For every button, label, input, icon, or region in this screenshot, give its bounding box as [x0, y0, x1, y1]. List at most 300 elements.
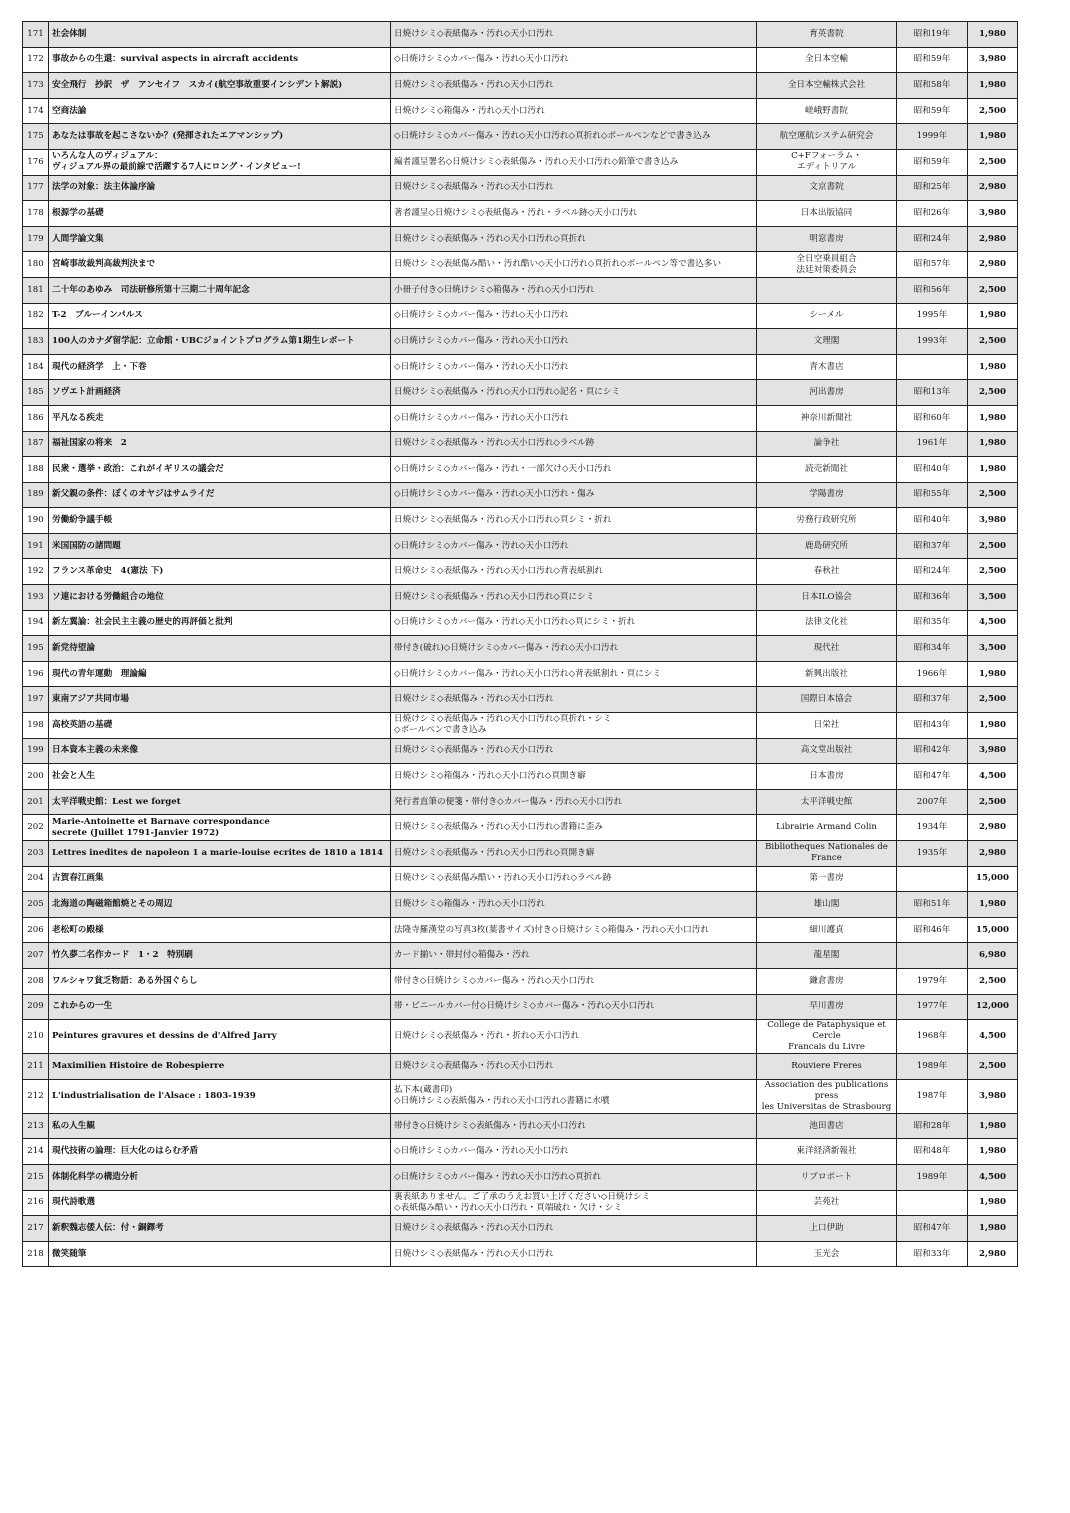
- book-title: 空商法論: [49, 98, 391, 124]
- condition-notes: 日焼けシミ◇表紙傷み・汚れ◇天小口汚れ◇頁にシミ: [391, 585, 757, 611]
- book-title: 太平洋戦史館：Lest we forget: [49, 789, 391, 815]
- item-number: 173: [23, 73, 49, 99]
- condition-notes: ◇日焼けシミ◇カバー傷み・汚れ◇天小口汚れ: [391, 329, 757, 355]
- price: 2,500: [968, 533, 1018, 559]
- publisher: 読売新聞社: [757, 457, 897, 483]
- publisher: 早川書房: [757, 994, 897, 1020]
- table-row: [23, 943, 1018, 969]
- publication-year: 昭和59年: [897, 47, 968, 73]
- item-number: 181: [23, 277, 49, 303]
- price: 3,980: [968, 201, 1018, 227]
- table-row: [23, 1079, 1018, 1113]
- book-title: これからの一生: [49, 994, 391, 1020]
- publisher: 鎌倉書房: [757, 968, 897, 994]
- publisher: 航空運航システム研究会: [757, 124, 897, 150]
- book-title: 私の人生観: [49, 1113, 391, 1139]
- condition-notes: 裏表紙ありません。ご了承のうえお買い上げください◇日焼けシミ ◇表紙傷み酷い・汚れ◇天小口汚れ・頁端破れ・欠け・シミ: [391, 1190, 757, 1216]
- publication-year: 昭和47年: [897, 764, 968, 790]
- item-number: 197: [23, 687, 49, 713]
- publication-year: 昭和40年: [897, 508, 968, 534]
- item-number: 212: [23, 1079, 49, 1113]
- price: 2,500: [968, 789, 1018, 815]
- item-number: 171: [23, 22, 49, 48]
- book-title: 体制化科学の構造分析: [49, 1164, 391, 1190]
- publication-year: 昭和59年: [897, 149, 968, 175]
- publication-year: 昭和28年: [897, 1113, 968, 1139]
- price: 3,980: [968, 1079, 1018, 1113]
- price: 15,000: [968, 917, 1018, 943]
- book-title: 東南アジア共同市場: [49, 687, 391, 713]
- price: 2,500: [968, 482, 1018, 508]
- price: 2,500: [968, 149, 1018, 175]
- table-row: [23, 866, 1018, 892]
- table-row: [23, 431, 1018, 457]
- book-title: 北海道の陶磁箱館焼とその周辺: [49, 892, 391, 918]
- publication-year: 1961年: [897, 431, 968, 457]
- publisher: 鹿島研究所: [757, 533, 897, 559]
- item-number: 177: [23, 175, 49, 201]
- publisher: Bibliotheques Nationales de France: [757, 841, 897, 867]
- condition-notes: 日焼けシミ◇表紙傷み・汚れ◇天小口汚れ◇頁開き癖: [391, 841, 757, 867]
- publication-year: 昭和26年: [897, 201, 968, 227]
- book-title: 100人のカナダ留学記：立命館・UBCジョイントプログラム第1期生レポート: [49, 329, 391, 355]
- book-title: 民衆・選挙・政治：これがイギリスの議会だ: [49, 457, 391, 483]
- publication-year: 昭和34年: [897, 636, 968, 662]
- price: 2,980: [968, 226, 1018, 252]
- condition-notes: 日焼けシミ◇表紙傷み・汚れ◇天小口汚れ: [391, 687, 757, 713]
- table-row: [23, 124, 1018, 150]
- item-number: 206: [23, 917, 49, 943]
- condition-notes: ◇日焼けシミ◇カバー傷み・汚れ◇天小口汚れ: [391, 533, 757, 559]
- publication-year: 昭和36年: [897, 585, 968, 611]
- item-number: 213: [23, 1113, 49, 1139]
- publisher: 労務行政研究所: [757, 508, 897, 534]
- table-row: [23, 610, 1018, 636]
- table-row: [23, 22, 1018, 48]
- book-title: フランス革命史 4(憲法 下): [49, 559, 391, 585]
- table-row: [23, 1190, 1018, 1216]
- publication-year: 1935年: [897, 841, 968, 867]
- condition-notes: 日焼けシミ◇箱傷み・汚れ◇天小口汚れ: [391, 98, 757, 124]
- condition-notes: ◇日焼けシミ◇カバー傷み・汚れ◇天小口汚れ: [391, 47, 757, 73]
- book-title: 竹久夢二名作カード 1・2 特別刷: [49, 943, 391, 969]
- item-number: 214: [23, 1139, 49, 1165]
- condition-notes: 小冊子付き◇日焼けシミ◇箱傷み・汚れ◇天小口汚れ: [391, 277, 757, 303]
- condition-notes: 帯付き◇日焼けシミ◇カバー傷み・汚れ◇天小口汚れ: [391, 968, 757, 994]
- table-row: [23, 687, 1018, 713]
- table-row: [23, 329, 1018, 355]
- item-number: 191: [23, 533, 49, 559]
- publication-year: 昭和24年: [897, 559, 968, 585]
- item-number: 199: [23, 738, 49, 764]
- price: 2,500: [968, 277, 1018, 303]
- book-list-table: [22, 21, 1018, 1267]
- table-row: [23, 815, 1018, 841]
- price: 2,500: [968, 1054, 1018, 1080]
- publisher: リブロポート: [757, 1164, 897, 1190]
- book-title: 福祉国家の将来 2: [49, 431, 391, 457]
- table-row: [23, 405, 1018, 431]
- publication-year: 1987年: [897, 1079, 968, 1113]
- condition-notes: 日焼けシミ◇表紙傷み・汚れ◇天小口汚れ: [391, 1241, 757, 1267]
- publisher: 第一書房: [757, 866, 897, 892]
- book-title: 老松町の殿様: [49, 917, 391, 943]
- table-row: [23, 764, 1018, 790]
- publication-year: 1977年: [897, 994, 968, 1020]
- publication-year: 昭和51年: [897, 892, 968, 918]
- table-row: [23, 789, 1018, 815]
- table-row: [23, 661, 1018, 687]
- publisher: 日栄社: [757, 713, 897, 739]
- condition-notes: 法隆寺羅漢堂の写真3枚(葉書サイズ)付き◇日焼けシミ◇箱傷み・汚れ◇天小口汚れ: [391, 917, 757, 943]
- publisher: Association des publications press les Universitas de Strasbourg: [757, 1079, 897, 1113]
- publication-year: 1979年: [897, 968, 968, 994]
- table-row: [23, 1164, 1018, 1190]
- publisher: 東洋経済新報社: [757, 1139, 897, 1165]
- publisher: 全日空乗員組合 法廷対策委員会: [757, 252, 897, 278]
- price: 1,980: [968, 713, 1018, 739]
- item-number: 208: [23, 968, 49, 994]
- price: 2,500: [968, 98, 1018, 124]
- item-number: 179: [23, 226, 49, 252]
- book-title: 新左翼論：社会民主主義の歴史的再評価と批判: [49, 610, 391, 636]
- condition-notes: ◇日焼けシミ◇カバー傷み・汚れ◇天小口汚れ: [391, 405, 757, 431]
- item-number: 192: [23, 559, 49, 585]
- item-number: 198: [23, 713, 49, 739]
- publication-year: 1966年: [897, 661, 968, 687]
- book-title: あなたは事故を起こさないか？(発揮されたエアマンシップ): [49, 124, 391, 150]
- condition-notes: 帯付き◇日焼けシミ◇表紙傷み・汚れ◇天小口汚れ: [391, 1113, 757, 1139]
- condition-notes: 帯・ビニールカバー付◇日焼けシミ◇カバー傷み・汚れ◇天小口汚れ: [391, 994, 757, 1020]
- publisher: 論争社: [757, 431, 897, 457]
- publisher: [757, 277, 897, 303]
- publication-year: 昭和42年: [897, 738, 968, 764]
- publication-year: 昭和37年: [897, 533, 968, 559]
- condition-notes: 帯付き(破れ)◇日焼けシミ◇カバー傷み・汚れ◇天小口汚れ: [391, 636, 757, 662]
- book-title: 現代の経済学 上・下巻: [49, 354, 391, 380]
- condition-notes: 日焼けシミ◇表紙傷み・汚れ◇天小口汚れ: [391, 175, 757, 201]
- item-number: 183: [23, 329, 49, 355]
- price: 1,980: [968, 1139, 1018, 1165]
- price: 2,980: [968, 252, 1018, 278]
- publisher: 河出書房: [757, 380, 897, 406]
- publisher: 国際日本協会: [757, 687, 897, 713]
- book-title: 微笑随筆: [49, 1241, 391, 1267]
- book-title: Maximilien Histoire de Robespierre: [49, 1054, 391, 1080]
- condition-notes: カード揃い・帯封付◇箱傷み・汚れ: [391, 943, 757, 969]
- table-row: [23, 636, 1018, 662]
- publication-year: 昭和40年: [897, 457, 968, 483]
- publisher: 太平洋戦史館: [757, 789, 897, 815]
- publisher: 日本出版協同: [757, 201, 897, 227]
- price: 1,980: [968, 457, 1018, 483]
- condition-notes: 日焼けシミ◇表紙傷み・汚れ◇天小口汚れ: [391, 22, 757, 48]
- publication-year: [897, 354, 968, 380]
- book-title: ソ連における労働組合の地位: [49, 585, 391, 611]
- price: 2,500: [968, 687, 1018, 713]
- item-number: 195: [23, 636, 49, 662]
- item-number: 202: [23, 815, 49, 841]
- condition-notes: 日焼けシミ◇表紙傷み・汚れ◇天小口汚れ: [391, 738, 757, 764]
- price: 1,980: [968, 892, 1018, 918]
- table-row: [23, 201, 1018, 227]
- item-number: 187: [23, 431, 49, 457]
- price: 1,980: [968, 405, 1018, 431]
- price: 3,500: [968, 585, 1018, 611]
- table-row: [23, 1020, 1018, 1054]
- condition-notes: 発行者直筆の便箋・帯付き◇カバー傷み・汚れ◇天小口汚れ: [391, 789, 757, 815]
- price: 1,980: [968, 1216, 1018, 1242]
- item-number: 178: [23, 201, 49, 227]
- item-number: 209: [23, 994, 49, 1020]
- price: 2,980: [968, 841, 1018, 867]
- publisher: College de Pataphysique et Cercle Francais du Livre: [757, 1020, 897, 1054]
- item-number: 200: [23, 764, 49, 790]
- item-number: 196: [23, 661, 49, 687]
- publication-year: 1999年: [897, 124, 968, 150]
- item-number: 211: [23, 1054, 49, 1080]
- price: 6,980: [968, 943, 1018, 969]
- book-title: 米国国防の諸問題: [49, 533, 391, 559]
- book-title: 宮崎事故裁判高裁判決まで: [49, 252, 391, 278]
- price: 2,980: [968, 815, 1018, 841]
- book-title: 平凡なる疾走: [49, 405, 391, 431]
- table-row: [23, 713, 1018, 739]
- publication-year: 昭和48年: [897, 1139, 968, 1165]
- condition-notes: ◇日焼けシミ◇カバー傷み・汚れ◇天小口汚れ◇頁折れ: [391, 1164, 757, 1190]
- table-row: [23, 585, 1018, 611]
- publisher: 玉光会: [757, 1241, 897, 1267]
- condition-notes: 日焼けシミ◇表紙傷み酷い・汚れ酷い◇天小口汚れ◇頁折れ◇ボールペン等で書込多い: [391, 252, 757, 278]
- item-number: 186: [23, 405, 49, 431]
- publisher: 日本書房: [757, 764, 897, 790]
- table-row: [23, 508, 1018, 534]
- book-title: 人間学論文集: [49, 226, 391, 252]
- price: 4,500: [968, 610, 1018, 636]
- table-row: [23, 277, 1018, 303]
- condition-notes: 日焼けシミ◇箱傷み・汚れ◇天小口汚れ◇頁開き癖: [391, 764, 757, 790]
- table-row: [23, 482, 1018, 508]
- price: 1,980: [968, 354, 1018, 380]
- condition-notes: 払下本(蔵書印) ◇日焼けシミ◇表紙傷み・汚れ◇天小口汚れ◇書籍に水噴: [391, 1079, 757, 1113]
- publication-year: 昭和24年: [897, 226, 968, 252]
- condition-notes: 日焼けシミ◇表紙傷み・汚れ・折れ◇天小口汚れ: [391, 1020, 757, 1054]
- price: 1,980: [968, 1190, 1018, 1216]
- book-title: 古賀春江画集: [49, 866, 391, 892]
- price: 3,980: [968, 508, 1018, 534]
- table-row: [23, 303, 1018, 329]
- publication-year: 1968年: [897, 1020, 968, 1054]
- book-title: 新父親の条件：ぼくのオヤジはサムライだ: [49, 482, 391, 508]
- publisher: 新興出版社: [757, 661, 897, 687]
- book-title: L'industrialisation de l'Alsace : 1803-1939: [49, 1079, 391, 1113]
- publisher: 全日本空輸株式会社: [757, 73, 897, 99]
- price: 1,980: [968, 22, 1018, 48]
- publication-year: 昭和56年: [897, 277, 968, 303]
- book-title: 日本資本主義の未来像: [49, 738, 391, 764]
- table-row: [23, 533, 1018, 559]
- book-title: 労働紛争議手帳: [49, 508, 391, 534]
- item-number: 188: [23, 457, 49, 483]
- table-row: [23, 1113, 1018, 1139]
- book-title: いろんな人のヴィジュアル： ヴィジュアル界の最前線で活躍する7人にロング・インタビュー!: [49, 149, 391, 175]
- condition-notes: ◇日焼けシミ◇カバー傷み・汚れ◇天小口汚れ: [391, 354, 757, 380]
- condition-notes: 日焼けシミ◇箱傷み・汚れ◇天小口汚れ: [391, 892, 757, 918]
- item-number: 203: [23, 841, 49, 867]
- item-number: 207: [23, 943, 49, 969]
- book-title: T-2 ブルーインパルス: [49, 303, 391, 329]
- publication-year: [897, 943, 968, 969]
- book-title: 法学の対象：法主体論序論: [49, 175, 391, 201]
- book-title: 現代技術の論理：巨大化のはらむ矛盾: [49, 1139, 391, 1165]
- price: 1,980: [968, 661, 1018, 687]
- condition-notes: 日焼けシミ◇表紙傷み・汚れ◇天小口汚れ: [391, 73, 757, 99]
- table-row: [23, 457, 1018, 483]
- publication-year: 2007年: [897, 789, 968, 815]
- condition-notes: 日焼けシミ◇表紙傷み・汚れ◇天小口汚れ◇頁シミ・折れ: [391, 508, 757, 534]
- table-row: [23, 226, 1018, 252]
- item-number: 210: [23, 1020, 49, 1054]
- condition-notes: 日焼けシミ◇表紙傷み・汚れ◇天小口汚れ◇頁折れ: [391, 226, 757, 252]
- book-title: Marie-Antoinette et Barnave correspondance secrete (Juillet 1791-Janvier 1972): [49, 815, 391, 841]
- item-number: 205: [23, 892, 49, 918]
- publisher: 嵯峨野書院: [757, 98, 897, 124]
- publication-year: [897, 866, 968, 892]
- book-title: 高校英語の基礎: [49, 713, 391, 739]
- publication-year: 昭和58年: [897, 73, 968, 99]
- book-title: 根源学の基礎: [49, 201, 391, 227]
- publication-year: 昭和55年: [897, 482, 968, 508]
- price: 2,500: [968, 329, 1018, 355]
- item-number: 185: [23, 380, 49, 406]
- price: 3,980: [968, 47, 1018, 73]
- price: 1,980: [968, 303, 1018, 329]
- condition-notes: ◇日焼けシミ◇カバー傷み・汚れ◇天小口汚れ・傷み: [391, 482, 757, 508]
- book-title: Peintures gravures et dessins de d'Alfred Jarry: [49, 1020, 391, 1054]
- publisher: 龍星閣: [757, 943, 897, 969]
- price: 1,980: [968, 1113, 1018, 1139]
- book-title: ワルシャワ貧乏物語：ある外国ぐらし: [49, 968, 391, 994]
- publisher: C+Fフォーラム・ エディトリアル: [757, 149, 897, 175]
- table-row: [23, 1139, 1018, 1165]
- publisher: 青木書店: [757, 354, 897, 380]
- publisher: 神奈川新聞社: [757, 405, 897, 431]
- condition-notes: ◇日焼けシミ◇カバー傷み・汚れ◇天小口汚れ: [391, 303, 757, 329]
- publisher: 現代社: [757, 636, 897, 662]
- item-number: 204: [23, 866, 49, 892]
- table-row: [23, 559, 1018, 585]
- book-title: 現代詩歌選: [49, 1190, 391, 1216]
- table-row: [23, 968, 1018, 994]
- price: 1,980: [968, 124, 1018, 150]
- condition-notes: 日焼けシミ◇表紙傷み・汚れ◇天小口汚れ: [391, 1216, 757, 1242]
- item-number: 174: [23, 98, 49, 124]
- price: 2,980: [968, 1241, 1018, 1267]
- publication-year: 昭和13年: [897, 380, 968, 406]
- publisher: 法律文化社: [757, 610, 897, 636]
- publication-year: [897, 1190, 968, 1216]
- publication-year: 1989年: [897, 1054, 968, 1080]
- book-title: 事故からの生還：survival aspects in aircraft accidents: [49, 47, 391, 73]
- price: 3,980: [968, 738, 1018, 764]
- publisher: 芸苑社: [757, 1190, 897, 1216]
- table-row: [23, 252, 1018, 278]
- price: 12,000: [968, 994, 1018, 1020]
- price: 3,500: [968, 636, 1018, 662]
- book-title: 二十年のあゆみ 司法研修所第十三期二十周年記念: [49, 277, 391, 303]
- publication-year: 1989年: [897, 1164, 968, 1190]
- book-title: 新党待望論: [49, 636, 391, 662]
- condition-notes: ◇日焼けシミ◇カバー傷み・汚れ◇天小口汚れ◇頁にシミ・折れ: [391, 610, 757, 636]
- item-number: 180: [23, 252, 49, 278]
- condition-notes: ◇日焼けシミ◇カバー傷み・汚れ・一部欠け◇天小口汚れ: [391, 457, 757, 483]
- condition-notes: 日焼けシミ◇表紙傷み・汚れ◇天小口汚れ◇背表紙割れ: [391, 559, 757, 585]
- price: 4,500: [968, 764, 1018, 790]
- table-row: [23, 994, 1018, 1020]
- publisher: 学陽書房: [757, 482, 897, 508]
- publication-year: 昭和33年: [897, 1241, 968, 1267]
- publisher: 上口伊助: [757, 1216, 897, 1242]
- publisher: 細川護貞: [757, 917, 897, 943]
- publication-year: 昭和37年: [897, 687, 968, 713]
- table-row: [23, 892, 1018, 918]
- book-title: Lettres inedites de napoleon 1 a marie-louise ecrites de 1810 a 1814: [49, 841, 391, 867]
- publication-year: 昭和60年: [897, 405, 968, 431]
- publisher: 日本ILO協会: [757, 585, 897, 611]
- book-title: 安全飛行 抄訳 ザ アンセイフ スカイ(航空事故重要インシデント解説): [49, 73, 391, 99]
- publisher: シーメル: [757, 303, 897, 329]
- table-row: [23, 98, 1018, 124]
- book-list-body: [23, 22, 1018, 1267]
- condition-notes: 日焼けシミ◇表紙傷み・汚れ◇天小口汚れ◇ラベル跡: [391, 431, 757, 457]
- table-row: [23, 1216, 1018, 1242]
- price: 15,000: [968, 866, 1018, 892]
- publication-year: 昭和59年: [897, 98, 968, 124]
- publisher: 明窓書房: [757, 226, 897, 252]
- item-number: 172: [23, 47, 49, 73]
- publisher: 高文堂出版社: [757, 738, 897, 764]
- publication-year: 昭和57年: [897, 252, 968, 278]
- table-row: [23, 47, 1018, 73]
- condition-notes: 編者謹呈署名◇日焼けシミ◇表紙傷み・汚れ◇天小口汚れ◇鉛筆で書き込み: [391, 149, 757, 175]
- book-title: 現代の青年運動 理論編: [49, 661, 391, 687]
- price: 4,500: [968, 1164, 1018, 1190]
- table-row: [23, 149, 1018, 175]
- publication-year: 昭和35年: [897, 610, 968, 636]
- item-number: 190: [23, 508, 49, 534]
- publication-year: 1993年: [897, 329, 968, 355]
- table-row: [23, 73, 1018, 99]
- publication-year: 昭和47年: [897, 1216, 968, 1242]
- item-number: 175: [23, 124, 49, 150]
- table-row: [23, 917, 1018, 943]
- condition-notes: 日焼けシミ◇表紙傷み・汚れ◇天小口汚れ◇頁折れ・シミ ◇ボールペンで書き込み: [391, 713, 757, 739]
- item-number: 194: [23, 610, 49, 636]
- item-number: 189: [23, 482, 49, 508]
- publisher: 文京書院: [757, 175, 897, 201]
- price: 2,980: [968, 175, 1018, 201]
- book-title: 新釈魏志倭人伝：付・銅鐸考: [49, 1216, 391, 1242]
- condition-notes: ◇日焼けシミ◇カバー傷み・汚れ◇天小口汚れ◇頁折れ◇ボールペンなどで書き込み: [391, 124, 757, 150]
- price: 2,500: [968, 380, 1018, 406]
- publication-year: 昭和43年: [897, 713, 968, 739]
- item-number: 193: [23, 585, 49, 611]
- price: 2,500: [968, 968, 1018, 994]
- publisher: 全日本空輸: [757, 47, 897, 73]
- book-title: 社会と人生: [49, 764, 391, 790]
- publication-year: 昭和25年: [897, 175, 968, 201]
- condition-notes: 日焼けシミ◇表紙傷み・汚れ◇天小口汚れ: [391, 1054, 757, 1080]
